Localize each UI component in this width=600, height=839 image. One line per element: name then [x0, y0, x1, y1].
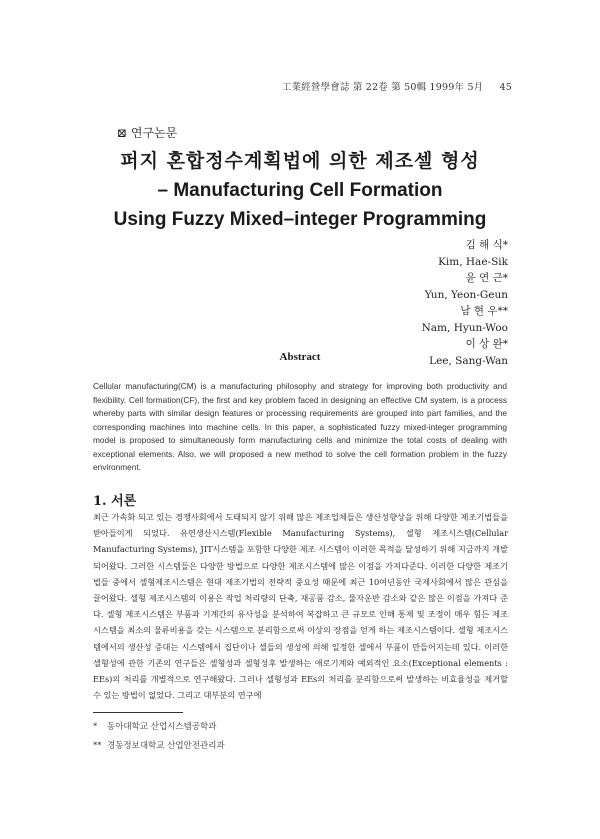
author-korean-name: 이 상 완*: [465, 338, 508, 350]
footnote-text: 경동정보대학교 산업안전관리과: [107, 741, 225, 751]
journal-info: 工業經營學會誌 第 22卷 第 50輯 1999年 5月: [281, 82, 484, 93]
footnotes: [93, 718, 225, 756]
author-list: [422, 237, 508, 369]
author-english-name: Nam, Hyun-Woo: [421, 321, 508, 334]
author-english-name: Kim, Hae-Sik: [438, 255, 508, 268]
footnote-mark: *: [93, 722, 98, 732]
author-english-name: Yun, Yeon-Geun: [424, 288, 508, 301]
article-category: ⊠ 연구논문: [117, 126, 178, 140]
author-english-name: Lee, Sang-Wan: [429, 354, 508, 367]
section-body-text: 최근 가속화 되고 있는 경쟁사회에서 도태되지 않기 위해 많은 제조업체들은 생산성향상을 위해 다양한 제조기법들을 받아들이게 되었다. 유연생산시스템(Flexible Manufacturing Systems), 셀형 제조시스템(Cellular Manufacturing Systems), JIT시스템을 포함한 다양한 제조 시스템이 이러한 목적을 달성하기 위해 지금까지 개발되어왔다. 그러한 시스템들은 다양한 방법으로 다양한 제조시스템에 많은 이점을 가져다준다. 이러한 다양한 제조기법들 중에서 셀형제조시스템은 현대 제조기법의 전략적 중요성 때문에 최근 10여년동안 국제사회에서 많은 관심을 끌어왔다. 셀형 제조시스템의 이용은 작업 처리량의 단축, 재공품 감소, 물자운반 감소와 같은 많은 이점을 가져다 준다. 셀형 제조시스템은 부품과 기계간의 유사성을 분석하여 복잡하고 큰 규모로 인해 통제 및 조정이 매우 힘든 제조시스템을 최소의 물류비용을 갖는 시스템으로 분리함으로써 이상의 장점을 얻게 하는 제조시스템이다. 셀형 제조시스템에서의 생산성 증대는 시스템에서 집단이나 셀들의 생성에 의해 일정한 셀에서 부품이 만들어지는데 있다. 이러한 셀형성에 관한 기존의 연구들은 셀형성과 셀형성후 발생하는 애로기계와 예외적인 요소(Exceptional elements : EEs)의 처리를 개별적으로 연구해왔다. 그러나 셀형성과 EEs의 처리를 분리함으로써 발생하는 비효율성을 제거할 수 있는 방법이 없었다. 그리고 대부분의 연구에: [93, 512, 508, 701]
footnote: [93, 718, 225, 737]
abstract-heading: Abstract: [279, 351, 321, 363]
footnote-mark: **: [93, 741, 102, 751]
running-header: [282, 79, 512, 93]
section-heading: 1. 서론: [93, 494, 137, 509]
author-korean-name: 김 해 식*: [465, 239, 508, 251]
footnote-divider: [93, 712, 183, 713]
author-korean-name: 윤 연 근*: [465, 272, 508, 284]
title-block: [60, 146, 540, 234]
title-english-line2: Using Fuzzy Mixed–integer Programming: [113, 209, 487, 230]
abstract-text: Cellular manufacturing(CM) is a manufacturing philosophy and strategy for improving both productivity and flexibility. Cell formation(CF), the first and key problem faced in designing an effective CM system, is a process whereby parts with similar design features or processing requirements are grouped into part families, and the corresponding machines into machine cells. In this paper, a sophisticated fuzzy mixed-integer programming model is proposed to simultaneously form manufacturing cells and minimize the total costs of dealing with exceptional elements. Also, we will proposed a new method to solve the cell formation problem in the fuzzy environment.: [93, 381, 507, 472]
title-english-line1: – Manufacturing Cell Formation: [157, 180, 443, 201]
footnote-text: 동아대학교 산업시스템공학과: [107, 722, 217, 732]
author-korean-name: 남 현 우**: [460, 305, 508, 317]
title-korean: 퍼지 혼합정수계획법에 의한 제조셀 형성: [120, 150, 480, 172]
page-number: 45: [499, 82, 512, 93]
footnote: [93, 737, 225, 756]
